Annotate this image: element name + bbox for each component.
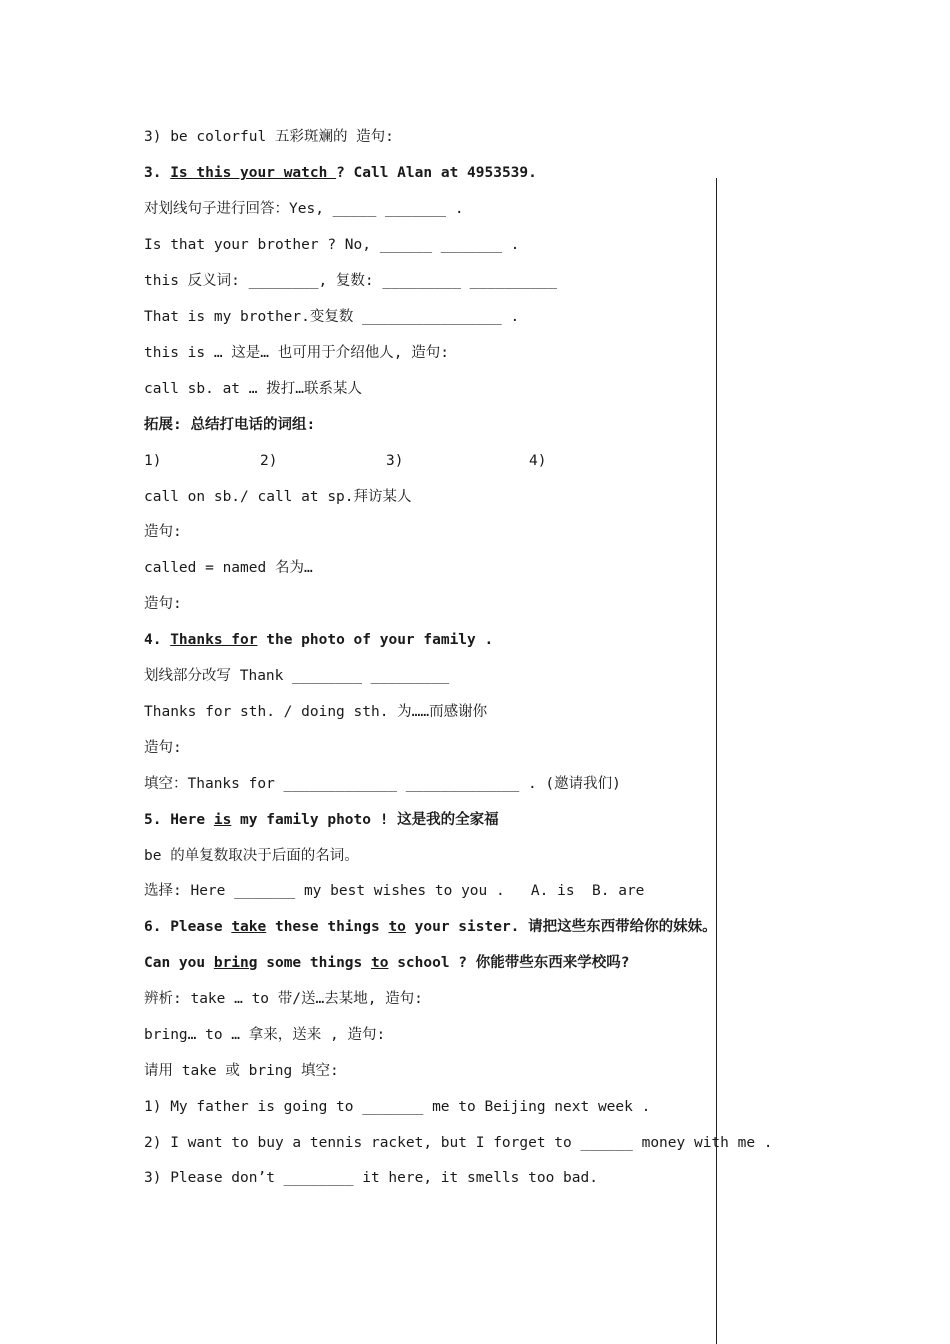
list-label-1: 1) (144, 453, 162, 469)
underlined-word: to (388, 919, 406, 935)
exercise-item-3: 3) Please don’t ________ it here, it smells too bad. (144, 1170, 598, 1186)
list-label-3: 3) (386, 453, 404, 469)
text-line: be 的单复数取决于后面的名词。 (144, 848, 359, 864)
section-heading-6: 6. Please take these things to your sister. 请把这些东西带给你的妹妹。 (144, 919, 717, 935)
text-line: call sb. at … 拨打…联系某人 (144, 381, 362, 397)
list-label-4: 4) (529, 453, 547, 469)
list-label-2: 2) (260, 453, 278, 469)
text-line: this is … 这是… 也可用于介绍他人, 造句: (144, 345, 449, 361)
underlined-word: take (231, 919, 267, 935)
text-line: 造句: (144, 740, 182, 756)
text-line: 辨析: take … to 带/送…去某地, 造句: (144, 991, 423, 1007)
underlined-phrase: Thanks for (170, 632, 258, 648)
text-line: 对划线句子进行回答：Yes, _____ _______ . (144, 201, 464, 217)
section-heading-4: 4. Thanks for the photo of your family . (144, 632, 494, 648)
text-line: 3) be colorful 五彩斑斓的 造句: (144, 129, 394, 145)
underlined-word: bring (213, 955, 258, 971)
example-sentence: Can you bring some things to school ? 你能带些东西来学校吗? (144, 955, 630, 971)
text-line: Thanks for sth. / doing sth. 为……而感谢你 (144, 704, 488, 720)
text-line: bring… to … 拿来，送来 , 造句: (144, 1027, 386, 1043)
exercise-item-1: 1) My father is going to _______ me to Beijing next week . (144, 1099, 651, 1115)
extension-heading: 拓展: 总结打电话的词组: (144, 417, 316, 433)
text-line: 选择: Here _______ my best wishes to you . A. is B. are (144, 883, 645, 899)
section-heading-3: 3. Is this your watch ? Call Alan at 4953539. (144, 165, 537, 181)
text-line: 造句: (144, 524, 182, 540)
text-line: this 反义词: ________, 复数: _________ __________ (144, 273, 557, 289)
text-line: 填空：Thanks for _____________ _____________ . (邀请我们) (144, 776, 621, 792)
text-line: 请用 take 或 bring 填空: (144, 1063, 339, 1079)
text-line: Is that your brother ? No, ______ _______ . (144, 237, 520, 253)
text-line: 划线部分改写 Thank ________ _________ (144, 668, 450, 684)
text-line: That is my brother.变复数 ________________ . (144, 309, 520, 325)
exercise-item-2: 2) I want to buy a tennis racket, but I forget to ______ money with me . (144, 1135, 773, 1151)
underlined-word: to (371, 955, 389, 971)
text-line: call on sb./ call at sp.拜访某人 (144, 489, 412, 505)
underlined-word: is (213, 812, 232, 828)
margin-rule (716, 178, 717, 1344)
section-heading-5: 5. Here is my family photo ! 这是我的全家福 (144, 812, 499, 828)
text-line: called = named 名为… (144, 560, 313, 576)
underlined-sentence: Is this your watch (170, 165, 337, 181)
text-line: 造句: (144, 596, 182, 612)
